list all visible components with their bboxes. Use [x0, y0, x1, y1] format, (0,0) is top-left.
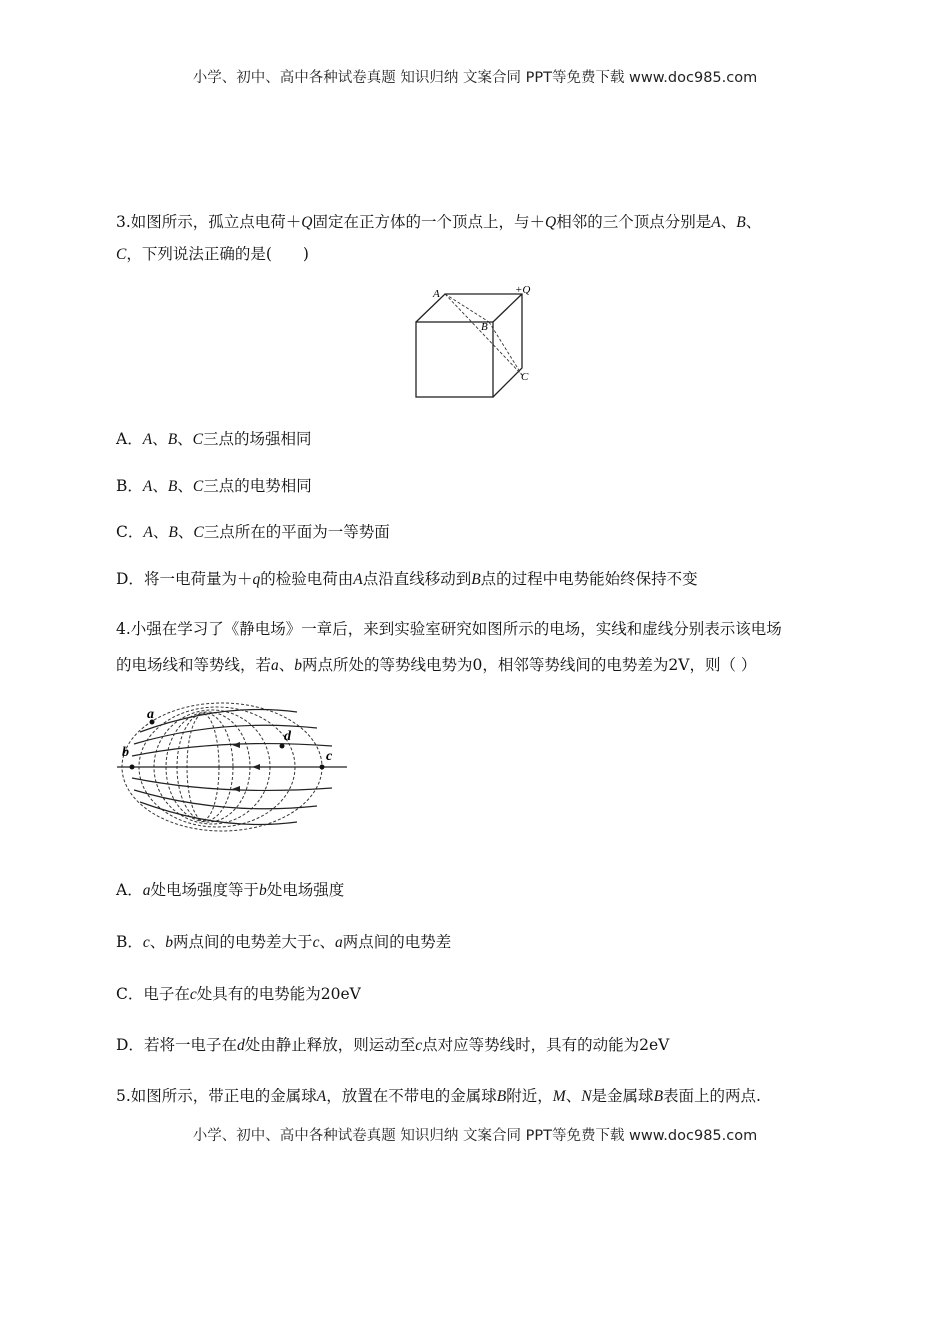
triangle-abc — [445, 294, 522, 375]
q3-stem-line-1: 3.如图所示，孤立点电荷＋Q固定在正方体的一个顶点上，与＋Q相邻的三个顶点分别是A、B、 — [116, 213, 762, 231]
q4-stem-line-2: 的电场线和等势线，若a、b两点所处的等势线电势为0，相邻等势线间的电势差为2V，则（ ） — [116, 656, 757, 674]
label-b: B — [481, 321, 488, 333]
q4-stem-line-1: 4.小强在学习了《静电场》一章后，来到实验室研究如图所示的电场，实线和虚线分别表示该电场 — [116, 620, 782, 638]
q3-option-b[interactable]: B．A、B、C三点的电势相同 — [116, 477, 312, 495]
point-b — [130, 765, 135, 770]
label-plus-q: +Q — [515, 284, 531, 296]
point-d — [280, 744, 285, 749]
label-c: C — [521, 371, 529, 383]
q3-option-d[interactable]: D．将一电荷量为＋q的检验电荷由A点沿直线移动到B点的过程中电势能始终保持不变 — [116, 570, 698, 588]
q4-option-c[interactable]: C．电子在c处具有的电势能为20eV — [116, 985, 361, 1003]
page-header: 小学、初中、高中各种试卷真题 知识归纳 文案合同 PPT等免费下载 www.doc985.com — [192, 70, 758, 86]
label-a: a — [147, 707, 154, 722]
q5-stem-line-1: 5.如图所示，带正电的金属球A，放置在不带电的金属球B附近，M、N是金属球B表面上的两点. — [116, 1087, 761, 1105]
page-footer: 小学、初中、高中各种试卷真题 知识归纳 文案合同 PPT等免费下载 www.doc985.com — [192, 1128, 758, 1144]
point-c — [320, 765, 325, 770]
q3-stem-line-2: C，下列说法正确的是( ) — [116, 245, 309, 263]
cube-top-right-edge — [493, 294, 522, 322]
label-c: c — [326, 749, 333, 764]
field-lines-figure — [112, 694, 352, 834]
label-b: b — [122, 745, 129, 760]
electric-field-lines — [117, 710, 347, 825]
label-a: A — [433, 288, 440, 300]
cube-front-face — [416, 322, 493, 397]
q3-option-c[interactable]: C．A、B、C三点所在的平面为一等势面 — [116, 523, 390, 541]
q4-option-a[interactable]: A．a处电场强度等于b处电场强度 — [116, 881, 345, 899]
q3-option-a[interactable]: A．A、B、C三点的场强相同 — [116, 430, 312, 448]
q4-option-b[interactable]: B．c、b两点间的电势差大于c、a两点间的电势差 — [116, 933, 452, 951]
label-d: d — [284, 729, 291, 744]
q4-option-d[interactable]: D．若将一电子在d处由静止释放，则运动至c点对应等势线时，具有的动能为2eV — [116, 1036, 670, 1054]
cube-figure — [405, 280, 545, 402]
